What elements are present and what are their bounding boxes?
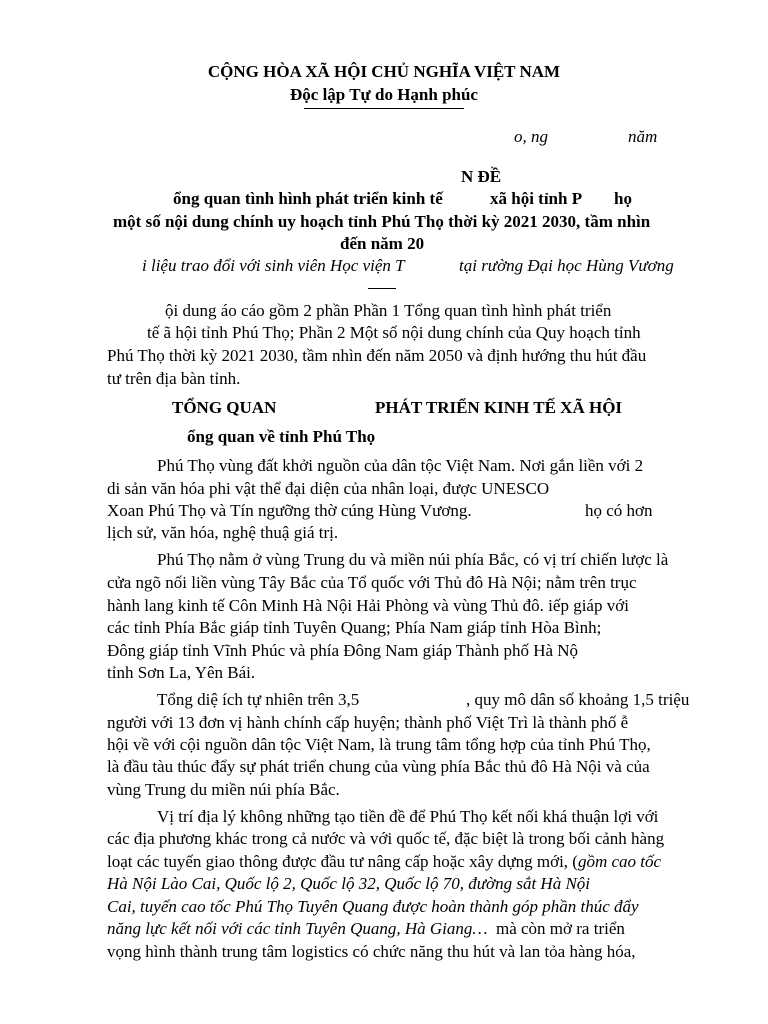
title-rule <box>368 288 396 289</box>
para3-line-5: vùng Trung du miền núi phía Bắc. <box>107 780 340 799</box>
intro-line-1: ội dung áo cáo gồm 2 phần Phần 1 Tổng quan tình hình phát triển <box>165 301 612 320</box>
para4-line-1: Vị trí địa lý không những tạo tiền đề để Phú Thọ kết nối khá thuận lợi với <box>157 807 659 826</box>
para2-line-4: các tỉnh Phía Bắc giáp tỉnh Tuyên Quang; Phía Nam giáp tỉnh Hòa Bình; <box>107 618 602 637</box>
para4-line-5: Cai, tuyến cao tốc Phú Thọ Tuyên Quang được hoàn thành góp phần thúc đẩy <box>107 897 639 916</box>
nation-heading: CỘNG HÒA XÃ HỘI CHỦ NGHĨA VIỆT NAM <box>207 62 561 81</box>
section-subheading: ổng quan về tỉnh Phú Thọ <box>187 427 376 446</box>
subtitle-a: i liệu trao đổi với sinh viên Học viện T <box>142 256 405 275</box>
para4-line-3-italic: gồm cao tốc <box>577 852 662 871</box>
para3-line-4: là đầu tàu thúc đẩy sự phát triển chung của vùng phía Bắc thủ đô Hà Nội và của <box>107 757 650 776</box>
para4-line-4: Hà Nội Lào Cai, Quốc lộ 2, Quốc lộ 32, Quốc lộ 70, đường sắt Hà Nội <box>107 874 591 893</box>
title-line4: đến năm 20 <box>340 234 425 253</box>
section-heading-b: PHÁT TRIỂN KINH TẾ XÃ HỘI <box>375 398 623 417</box>
para3-line-1a: Tổng diệ ích tự nhiên trên 3,5 <box>157 690 360 709</box>
para3-line-2: người với 13 đơn vị hành chính cấp huyện; thành phố Việt Trì là thành phố ễ <box>107 713 629 732</box>
para1-line-3a: Xoan Phú Thọ và Tín ngưỡng thờ cúng Hùng Vương. <box>107 501 472 520</box>
para1-line-3b: họ có hơn <box>585 501 653 520</box>
title-line2-c: họ <box>614 189 632 208</box>
title-line2-a: ổng quan tình hình phát triển kinh tế <box>173 189 443 208</box>
para3-line-3: hội về với cội nguồn dân tộc Việt Nam, là trung tâm tổng hợp của tỉnh Phú Thọ, <box>107 735 651 754</box>
para3-line-1b: , quy mô dân số khoảng 1,5 triệu <box>466 690 690 709</box>
para2-line-6: tỉnh Sơn La, Yên Bái. <box>107 663 256 682</box>
title-line3: một số nội dung chính uy hoạch tỉnh Phú Thọ thời kỳ 2021 2030, tầm nhìn <box>113 212 651 231</box>
para1-line-2: di sản văn hóa phi vật thể đại diện của nhân loại, được UNESCO <box>107 479 550 498</box>
date-place-part2: năm <box>628 127 658 146</box>
para4-line-6-italic: năng lực kết nối với các tỉnh Tuyên Quang, Hà Giang… <box>107 919 488 938</box>
intro-line-3: Phú Thọ thời kỳ 2021 2030, tầm nhìn đến năm 2050 và định hướng thu hút đầu <box>107 346 647 365</box>
para2-line-1: Phú Thọ nằm ở vùng Trung du và miền núi phía Bắc, có vị trí chiến lược là <box>157 550 669 569</box>
para4-line-3 <box>107 851 661 873</box>
date-place-part1: o, ng <box>514 127 548 146</box>
intro-line-4: tư trên địa bàn tỉnh. <box>107 369 241 388</box>
motto: Độc lập Tự do Hạnh phúc <box>290 85 478 104</box>
header-underline <box>304 108 464 109</box>
title-line2-b: xã hội tỉnh P <box>490 189 583 208</box>
para4-line-7: vọng hình thành trung tâm logistics có chức năng thu hút và lan tỏa hàng hóa, <box>107 942 636 961</box>
para2-line-3: hành lang kinh tế Côn Minh Hà Nội Hải Phòng và vùng Thủ đô. iếp giáp với <box>107 596 629 615</box>
para4-line-6-normal: mà còn mở ra triển <box>495 919 625 938</box>
intro-line-2: tế ã hội tỉnh Phú Thọ; Phần 2 Một số nội dung chính của Quy hoạch tỉnh <box>147 323 641 342</box>
para1-line-1: Phú Thọ vùng đất khởi nguồn của dân tộc Việt Nam. Nơi gắn liền với 2 <box>157 456 644 475</box>
subtitle-b: tại rường Đại học Hùng Vương <box>459 256 674 275</box>
para4-line-6 <box>107 918 625 940</box>
para2-line-5: Đông giáp tỉnh Vĩnh Phúc và phía Đông Nam giáp Thành phố Hà Nộ <box>107 641 579 660</box>
para2-line-2: cửa ngõ nối liền vùng Tây Bắc của Tổ quốc với Thủ đô Hà Nội; nằm trên trục <box>107 573 637 592</box>
para4-line-2: các địa phương khác trong cả nước và với quốc tế, đặc biệt là trong bối cảnh hàng <box>107 829 665 848</box>
title-line1: N ĐỀ <box>461 167 502 186</box>
section-heading-a: TỔNG QUAN <box>172 398 277 417</box>
para1-line-4: lịch sử, văn hóa, nghệ thuậ giá trị. <box>107 523 339 542</box>
para4-line-3-normal: loạt các tuyến giao thông được đầu tư nâng cấp hoặc xây dựng mới, ( <box>107 852 578 871</box>
